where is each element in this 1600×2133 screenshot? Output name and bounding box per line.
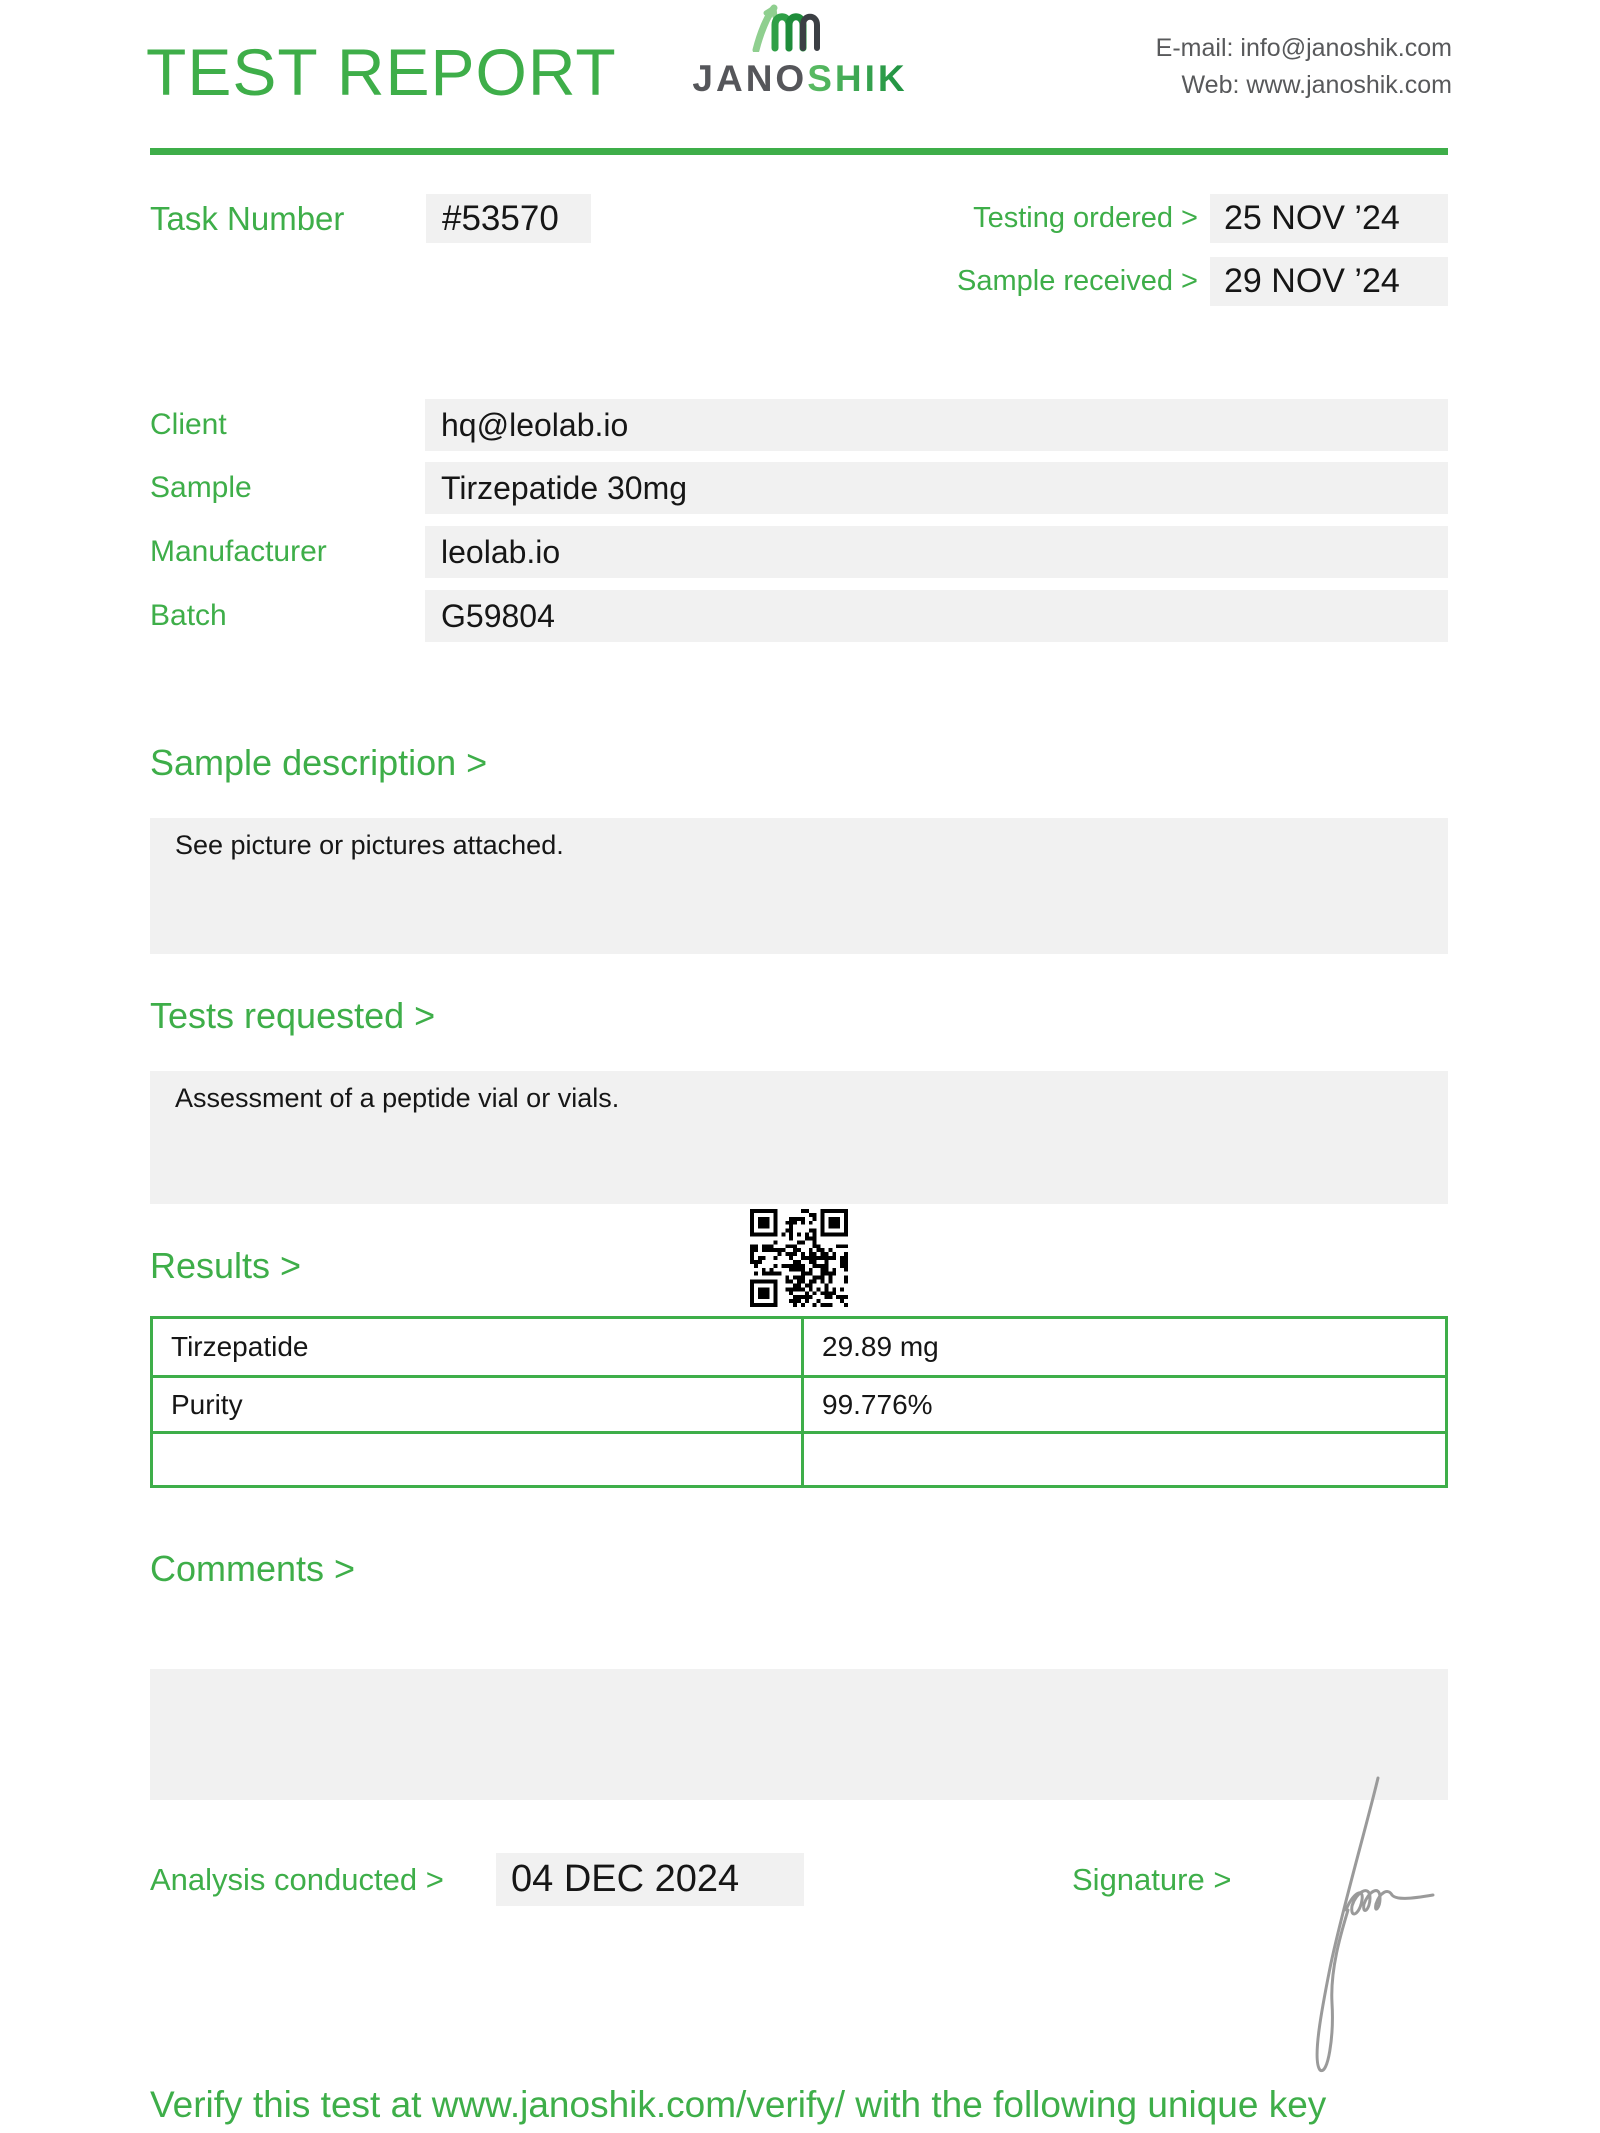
signature-label: Signature > [1072,1862,1232,1897]
logo-wordmark [688,58,912,100]
batch-value: G59804 [441,598,555,634]
sample-label: Sample [150,471,252,504]
result-name-cell: Purity [153,1375,801,1431]
sample-received-value: 29 NOV ’24 [1224,262,1400,300]
logo-text-shik: SHIK [807,58,908,99]
header-divider [150,148,1448,155]
batch-label: Batch [150,599,227,632]
tests-requested-box [150,1071,1448,1204]
task-number-box [426,194,591,243]
logo-text-jano: JANO [692,58,808,99]
result-value-cell: 29.89 mg [801,1319,1445,1375]
sample-description-heading: Sample description > [150,742,488,783]
analysis-date-box [496,1853,804,1906]
contact-email: E-mail: info@janoshik.com [1155,34,1452,62]
contact-web: Web: www.janoshik.com [1181,71,1452,99]
analysis-conducted-label: Analysis conducted > [150,1862,444,1897]
client-label: Client [150,408,227,441]
client-box [425,399,1448,451]
comments-heading: Comments > [150,1548,356,1589]
manufacturer-box [425,526,1448,578]
task-number-label: Task Number [150,200,345,237]
comments-box [150,1669,1448,1800]
comments-text [150,1669,1448,1678]
results-table [150,1316,1448,1488]
contact-info [1156,30,1452,104]
sample-description-box [150,818,1448,954]
manufacturer-label: Manufacturer [150,535,327,568]
testing-ordered-value: 25 NOV ’24 [1224,199,1400,237]
testing-ordered-box [1210,194,1448,243]
logo [748,2,832,57]
results-heading: Results > [150,1245,302,1286]
result-value-cell: 99.776% [801,1375,1445,1431]
tests-requested-text: Assessment of a peptide vial or vials. [175,1083,620,1113]
sample-box [425,462,1448,514]
batch-box [425,590,1448,642]
report-title: TEST REPORT [146,35,617,109]
verify-text: Verify this test at www.janoshik.com/verify/ with the following unique key [150,2084,1327,2125]
logo-mark-icon [748,2,832,52]
analysis-date-value: 04 DEC 2024 [511,1858,740,1900]
task-number-value: #53570 [442,199,559,238]
manufacturer-value: leolab.io [441,534,561,570]
sample-value: Tirzepatide 30mg [441,470,688,506]
sample-description-text: See picture or pictures attached. [175,830,564,860]
result-value-cell [801,1431,1445,1485]
testing-ordered-label: Testing ordered > [973,202,1198,234]
result-name-cell [153,1431,801,1485]
signature-image [1290,1768,1445,2083]
qr-code [750,1209,848,1307]
sample-received-box [1210,257,1448,306]
client-value: hq@leolab.io [441,407,629,443]
result-name-cell: Tirzepatide [171,1331,309,1362]
tests-requested-heading: Tests requested > [150,995,436,1036]
sample-received-label: Sample received > [957,265,1198,297]
